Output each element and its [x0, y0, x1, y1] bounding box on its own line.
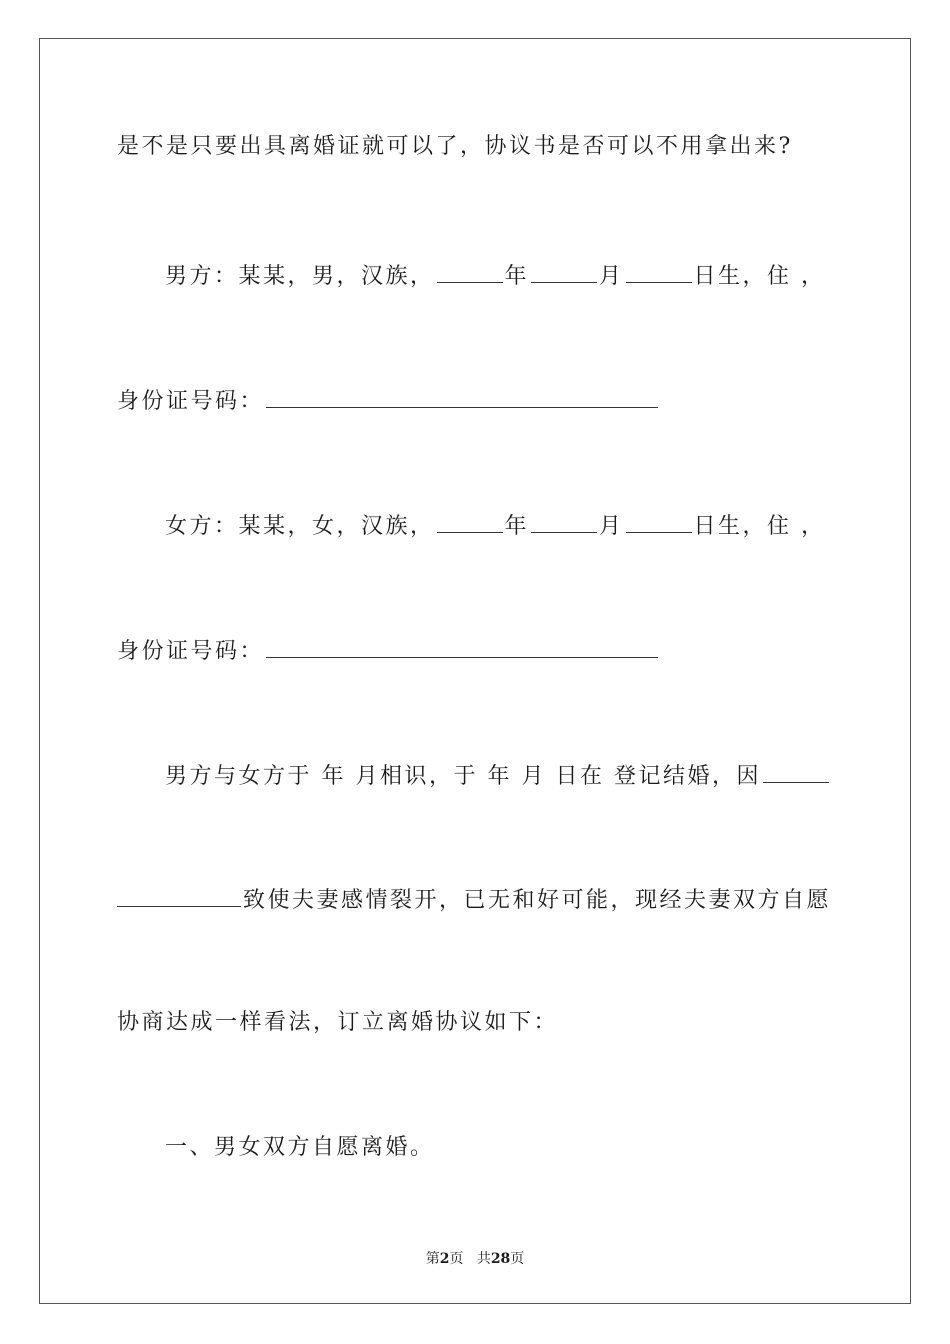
marriage-line-3: 协商达成一样看法，订立离婚协议如下： [117, 1010, 559, 1035]
question-line: 是不是只要出具离婚证就可以了，协议书是否可以不用拿出来? [117, 134, 793, 159]
female-info-text: 女方：某某，女，汉族， [165, 514, 435, 539]
male-month-blank [531, 262, 597, 283]
female-month-blank [531, 512, 597, 533]
male-id-line [117, 387, 660, 413]
male-id-label: 身份证号码： [117, 389, 265, 414]
reason-blank-2 [117, 886, 241, 907]
female-month-label: 月 [599, 514, 624, 539]
footer-page-suffix: 页 [449, 1251, 464, 1267]
footer-total-pages: 28 [490, 1251, 511, 1267]
male-day-blank [626, 262, 692, 283]
female-day-blank [626, 512, 692, 533]
footer-total-prefix: 共 [476, 1251, 491, 1267]
male-info-text: 男方：某某，男，汉族， [165, 264, 435, 289]
page-footer [0, 1248, 950, 1268]
female-id-blank [266, 637, 658, 658]
marriage-line-2 [117, 886, 831, 912]
reason-blank-1 [763, 762, 829, 783]
male-id-blank [266, 387, 658, 408]
female-info-line [165, 512, 826, 538]
footer-page-number: 2 [439, 1251, 450, 1267]
male-year-blank [437, 262, 503, 283]
female-id-line [117, 637, 660, 663]
clause-1-line: 一、男女双方自愿离婚。 [165, 1135, 435, 1160]
male-info-line [165, 262, 826, 288]
marriage-line-1 [165, 762, 831, 788]
female-birth-residence-text: 日生，住 ， [693, 514, 826, 539]
male-birth-residence-text: 日生，住 ， [693, 264, 826, 289]
female-year-blank [437, 512, 503, 533]
female-year-label: 年 [504, 514, 530, 539]
marriage-text-2: 致使夫妻感情裂开，已无和好可能，现经夫妻双方自愿 [243, 888, 832, 913]
footer-total-suffix: 页 [510, 1251, 525, 1267]
male-year-label: 年 [504, 264, 530, 289]
footer-prefix: 第 [425, 1251, 440, 1267]
male-month-label: 月 [599, 264, 624, 289]
page-frame [39, 38, 911, 1304]
female-id-label: 身份证号码： [117, 639, 265, 664]
marriage-text-1: 男方与女方于 年 月相识，于 年 月 日在 登记结婚，因 [165, 764, 761, 789]
